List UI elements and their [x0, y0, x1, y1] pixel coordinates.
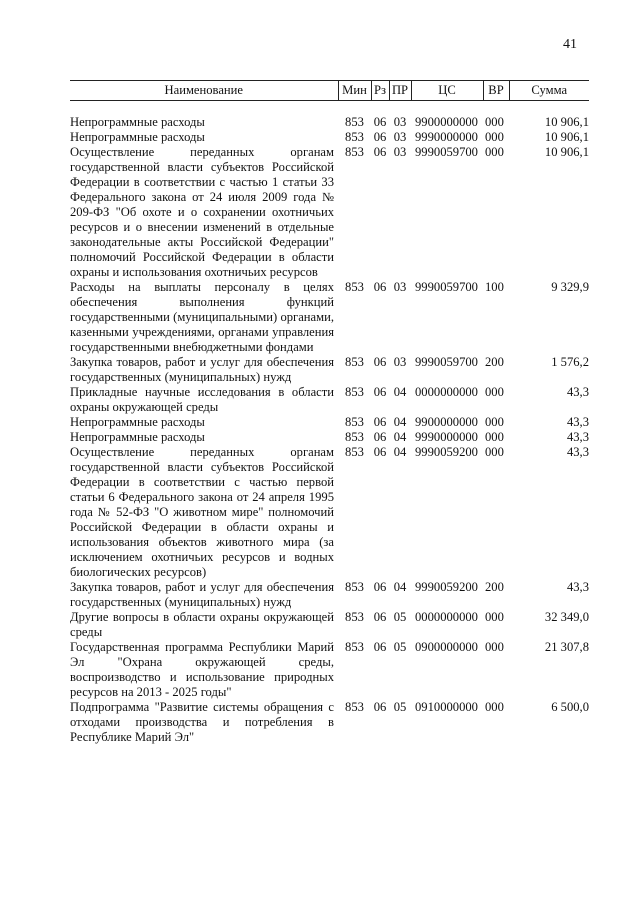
table-row [70, 130, 589, 145]
cell-min: 853 [345, 280, 364, 294]
cell-name: Закупка товаров, работ и услуг для обеспечения государственных (муниципальных) нужд [70, 355, 334, 384]
cell-vr: 000 [485, 640, 504, 654]
cell-name: Осуществление переданных органам государственной власти субъектов Российской Федерации в соответствии с частью первой статьи 6 Федерального закона от 24 апреля 1995 года № 52-ФЗ "О животном мире" полномочий Российской Федерации в области охраны и использования объектов животного мира (за исключением охотничьих ресурсов и водных биологических ресурсов) [70, 445, 334, 579]
cell-rz: 06 [373, 430, 387, 444]
cell-cs: 9900000000 [415, 115, 478, 129]
cell-min: 853 [345, 610, 364, 624]
cell-sum: 43,3 [566, 445, 589, 459]
table-row [70, 640, 589, 700]
page-number: 41 [563, 37, 577, 52]
header-name: Наименование [70, 81, 338, 101]
cell-vr: 000 [485, 130, 504, 144]
cell-min: 853 [345, 580, 364, 594]
cell-sum: 43,3 [566, 580, 589, 594]
cell-sum: 10 906,1 [544, 115, 589, 129]
cell-rz: 06 [373, 130, 387, 144]
cell-sum: 10 906,1 [544, 130, 589, 144]
cell-sum: 43,3 [566, 385, 589, 399]
cell-cs: 9990059200 [415, 445, 478, 459]
cell-min: 853 [345, 415, 364, 429]
cell-rz: 06 [373, 700, 387, 714]
cell-pr: 05 [393, 700, 407, 714]
cell-vr: 200 [485, 355, 504, 369]
cell-vr: 000 [485, 115, 504, 129]
cell-min: 853 [345, 130, 364, 144]
header-min: Мин [338, 81, 371, 101]
cell-rz: 06 [373, 280, 387, 294]
cell-min: 853 [345, 640, 364, 654]
cell-vr: 000 [485, 415, 504, 429]
cell-vr: 000 [485, 385, 504, 399]
cell-pr: 03 [393, 280, 407, 294]
cell-cs: 9990059700 [415, 280, 478, 294]
table-row [70, 445, 589, 580]
cell-name: Непрограммные расходы [70, 115, 205, 129]
cell-name: Прикладные научные исследования в области охраны окружающей среды [70, 385, 334, 414]
cell-pr: 03 [393, 130, 407, 144]
cell-pr: 04 [393, 415, 407, 429]
cell-name: Государственная программа Республики Марий Эл "Охрана окружающей среды, воспроизводство и использование природных ресурсов на 2013 - 2025 годы" [70, 640, 334, 699]
cell-pr: 05 [393, 610, 407, 624]
table-row [70, 610, 589, 640]
cell-name: Непрограммные расходы [70, 430, 205, 444]
cell-pr: 04 [393, 445, 407, 459]
cell-rz: 06 [373, 640, 387, 654]
cell-rz: 06 [373, 445, 387, 459]
cell-sum: 32 349,0 [544, 610, 589, 624]
table-body [70, 115, 589, 745]
cell-rz: 06 [373, 385, 387, 399]
cell-min: 853 [345, 355, 364, 369]
cell-min: 853 [345, 700, 364, 714]
budget-table [70, 80, 589, 745]
table-header [70, 81, 589, 116]
table-row [70, 415, 589, 430]
cell-min: 853 [345, 115, 364, 129]
cell-sum: 10 906,1 [544, 145, 589, 159]
cell-rz: 06 [373, 355, 387, 369]
header-cs: ЦС [411, 81, 483, 101]
cell-pr: 04 [393, 385, 407, 399]
cell-sum: 9 329,9 [551, 280, 589, 294]
cell-name: Подпрограмма "Развитие системы обращения с отходами производства и потребления в Республике Марий Эл" [70, 700, 334, 744]
cell-pr: 04 [393, 430, 407, 444]
cell-rz: 06 [373, 115, 387, 129]
cell-sum: 1 576,2 [551, 355, 589, 369]
table-row [70, 280, 589, 355]
cell-pr: 05 [393, 640, 407, 654]
cell-name: Осуществление переданных органам государственной власти субъектов Российской Федерации в соответствии с частью 1 статьи 33 Федерального закона от 24 июля 2009 года № 209-ФЗ "Об охоте и о сохранении охотничьих ресурсов и о внесении изменений в отдельные законодательные акты Российской Федерации" полномочий Российской Федерации в области охраны и использования охотничьих ресурсов [70, 145, 334, 279]
cell-cs: 0000000000 [415, 610, 478, 624]
header-pr: ПР [389, 81, 411, 101]
cell-pr: 03 [393, 145, 407, 159]
cell-min: 853 [345, 430, 364, 444]
cell-pr: 03 [393, 115, 407, 129]
table-row [70, 145, 589, 280]
header-vr: ВР [483, 81, 509, 101]
cell-rz: 06 [373, 145, 387, 159]
table-row [70, 430, 589, 445]
table-row [70, 385, 589, 415]
cell-cs: 9990059200 [415, 580, 478, 594]
cell-vr: 200 [485, 580, 504, 594]
cell-vr: 000 [485, 610, 504, 624]
cell-rz: 06 [373, 415, 387, 429]
header-sum: Сумма [509, 81, 589, 101]
table-row [70, 580, 589, 610]
cell-cs: 0000000000 [415, 385, 478, 399]
cell-cs: 9990059700 [415, 145, 478, 159]
cell-cs: 9990059700 [415, 355, 478, 369]
cell-min: 853 [345, 445, 364, 459]
cell-cs: 0910000000 [415, 700, 478, 714]
cell-min: 853 [345, 385, 364, 399]
table-row [70, 355, 589, 385]
cell-sum: 43,3 [566, 430, 589, 444]
cell-name: Непрограммные расходы [70, 415, 205, 429]
cell-vr: 100 [485, 280, 504, 294]
cell-sum: 21 307,8 [544, 640, 589, 654]
cell-cs: 9990000000 [415, 130, 478, 144]
cell-name: Непрограммные расходы [70, 130, 205, 144]
header-rz: Рз [371, 81, 389, 101]
cell-cs: 9990000000 [415, 430, 478, 444]
cell-cs: 9900000000 [415, 415, 478, 429]
cell-name: Закупка товаров, работ и услуг для обеспечения государственных (муниципальных) нужд [70, 580, 334, 609]
cell-vr: 000 [485, 445, 504, 459]
cell-vr: 000 [485, 145, 504, 159]
table-row [70, 115, 589, 130]
cell-min: 853 [345, 145, 364, 159]
cell-pr: 04 [393, 580, 407, 594]
cell-sum: 6 500,0 [551, 700, 589, 714]
cell-sum: 43,3 [566, 415, 589, 429]
cell-vr: 000 [485, 700, 504, 714]
cell-rz: 06 [373, 580, 387, 594]
cell-name: Другие вопросы в области охраны окружающей среды [70, 610, 334, 639]
cell-name: Расходы на выплаты персоналу в целях обеспечения выполнения функций государственными (муниципальными) органами, казенными учреждениями, органами управления государственными внебюджетными фондами [70, 280, 334, 354]
cell-cs: 0900000000 [415, 640, 478, 654]
cell-rz: 06 [373, 610, 387, 624]
cell-pr: 03 [393, 355, 407, 369]
table-row [70, 700, 589, 745]
cell-vr: 000 [485, 430, 504, 444]
